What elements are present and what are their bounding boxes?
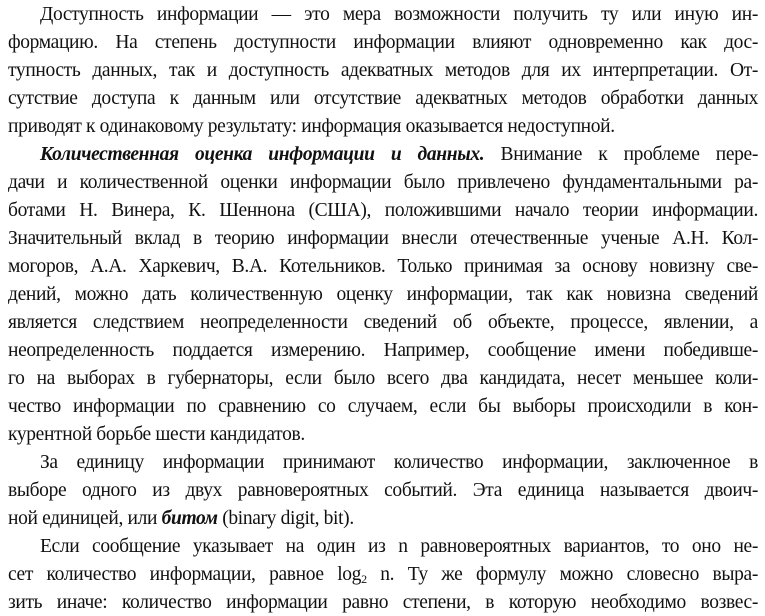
paragraph-3-line-2: выборе одного из двух равновероятных событий. Эта единица называется двоич- <box>8 480 758 501</box>
paragraph-4-line-3: зить иначе: количество информации равно степени, в которую необходимо возвес- <box>8 592 758 613</box>
paragraph-2-line-1 <box>40 142 758 168</box>
paragraph-2-line-8: неопределенность поддается измерению. Например, сообщение имени победивше- <box>8 340 758 361</box>
paragraph-2-line-11: курентной борьбе шести кандидатов. <box>8 424 305 445</box>
paragraph-2-line-6: дений, можно дать количественную оценку информации, так как новизна сведений <box>8 284 758 305</box>
paragraph-1-line-1: Доступность информации — это мера возможности получить ту или иную ин- <box>40 4 758 25</box>
paragraph-3-line-3-text-before: ной единицей, или <box>8 508 162 529</box>
section-heading: Количественная оценка информации и данных. <box>40 144 485 165</box>
paragraph-2-line-4: Значительный вклад в теорию информации внесли отечественные ученые А.Н. Кол- <box>8 228 758 249</box>
paragraph-3-line-1: За единицу информации принимают количество информации, заключенное в <box>40 452 758 473</box>
paragraph-2-line-2: дачи и количественной оценки информации было привлечено фундаментальными ра- <box>8 172 758 193</box>
paragraph-4-line-2 <box>8 562 758 588</box>
paragraph-4-line-1: Если сообщение указывает на один из n равновероятных вариантов, то оно не- <box>40 536 758 557</box>
paragraph-2-line-7: является следствием неопределенности сведений об объекте, процессе, явлении, а <box>8 312 758 333</box>
paragraph-1-line-4: сутствие доступа к данным или отсутствие адекватных методов обработки данных <box>8 88 758 109</box>
paragraph-1-line-5: приводят к одинаковому результату: информация оказывается недоступной. <box>8 116 615 137</box>
term-bit: битом <box>161 508 218 529</box>
paragraph-2-line-1-text: Внимание к проблеме пере- <box>484 144 758 165</box>
paragraph-2-line-9: го на выборах в губернаторы, если было всего два кандидата, несет меньшее коли- <box>8 368 758 389</box>
paragraph-4-line-2-text-before: сет количество информации, равное log <box>8 564 362 585</box>
paragraph-4-line-2-text-after: n. Ту же формулу можно словесно выра- <box>366 564 759 585</box>
paragraph-3-line-3 <box>8 506 758 532</box>
paragraph-1-line-3: тупность данных, так и доступность адекватных методов для их интерпретации. От- <box>8 60 758 81</box>
paragraph-1-line-2: формацию. На степень доступности информации влияют одновременно как дос- <box>8 32 758 53</box>
paragraph-2-line-3: ботами Н. Винера, К. Шеннона (США), положившими начало теории информации. <box>8 200 758 221</box>
paragraph-3-line-3-text-after: (binary digit, bit). <box>217 508 354 529</box>
paragraph-2-line-5: могоров, А.А. Харкевич, В.А. Котельников. Только принимая за основу новизну све- <box>8 256 758 277</box>
paragraph-2-line-10: чество информации по сравнению со случаем, если бы выборы происходили в кон- <box>8 396 758 417</box>
log-base-subscript: 2 <box>361 572 367 586</box>
